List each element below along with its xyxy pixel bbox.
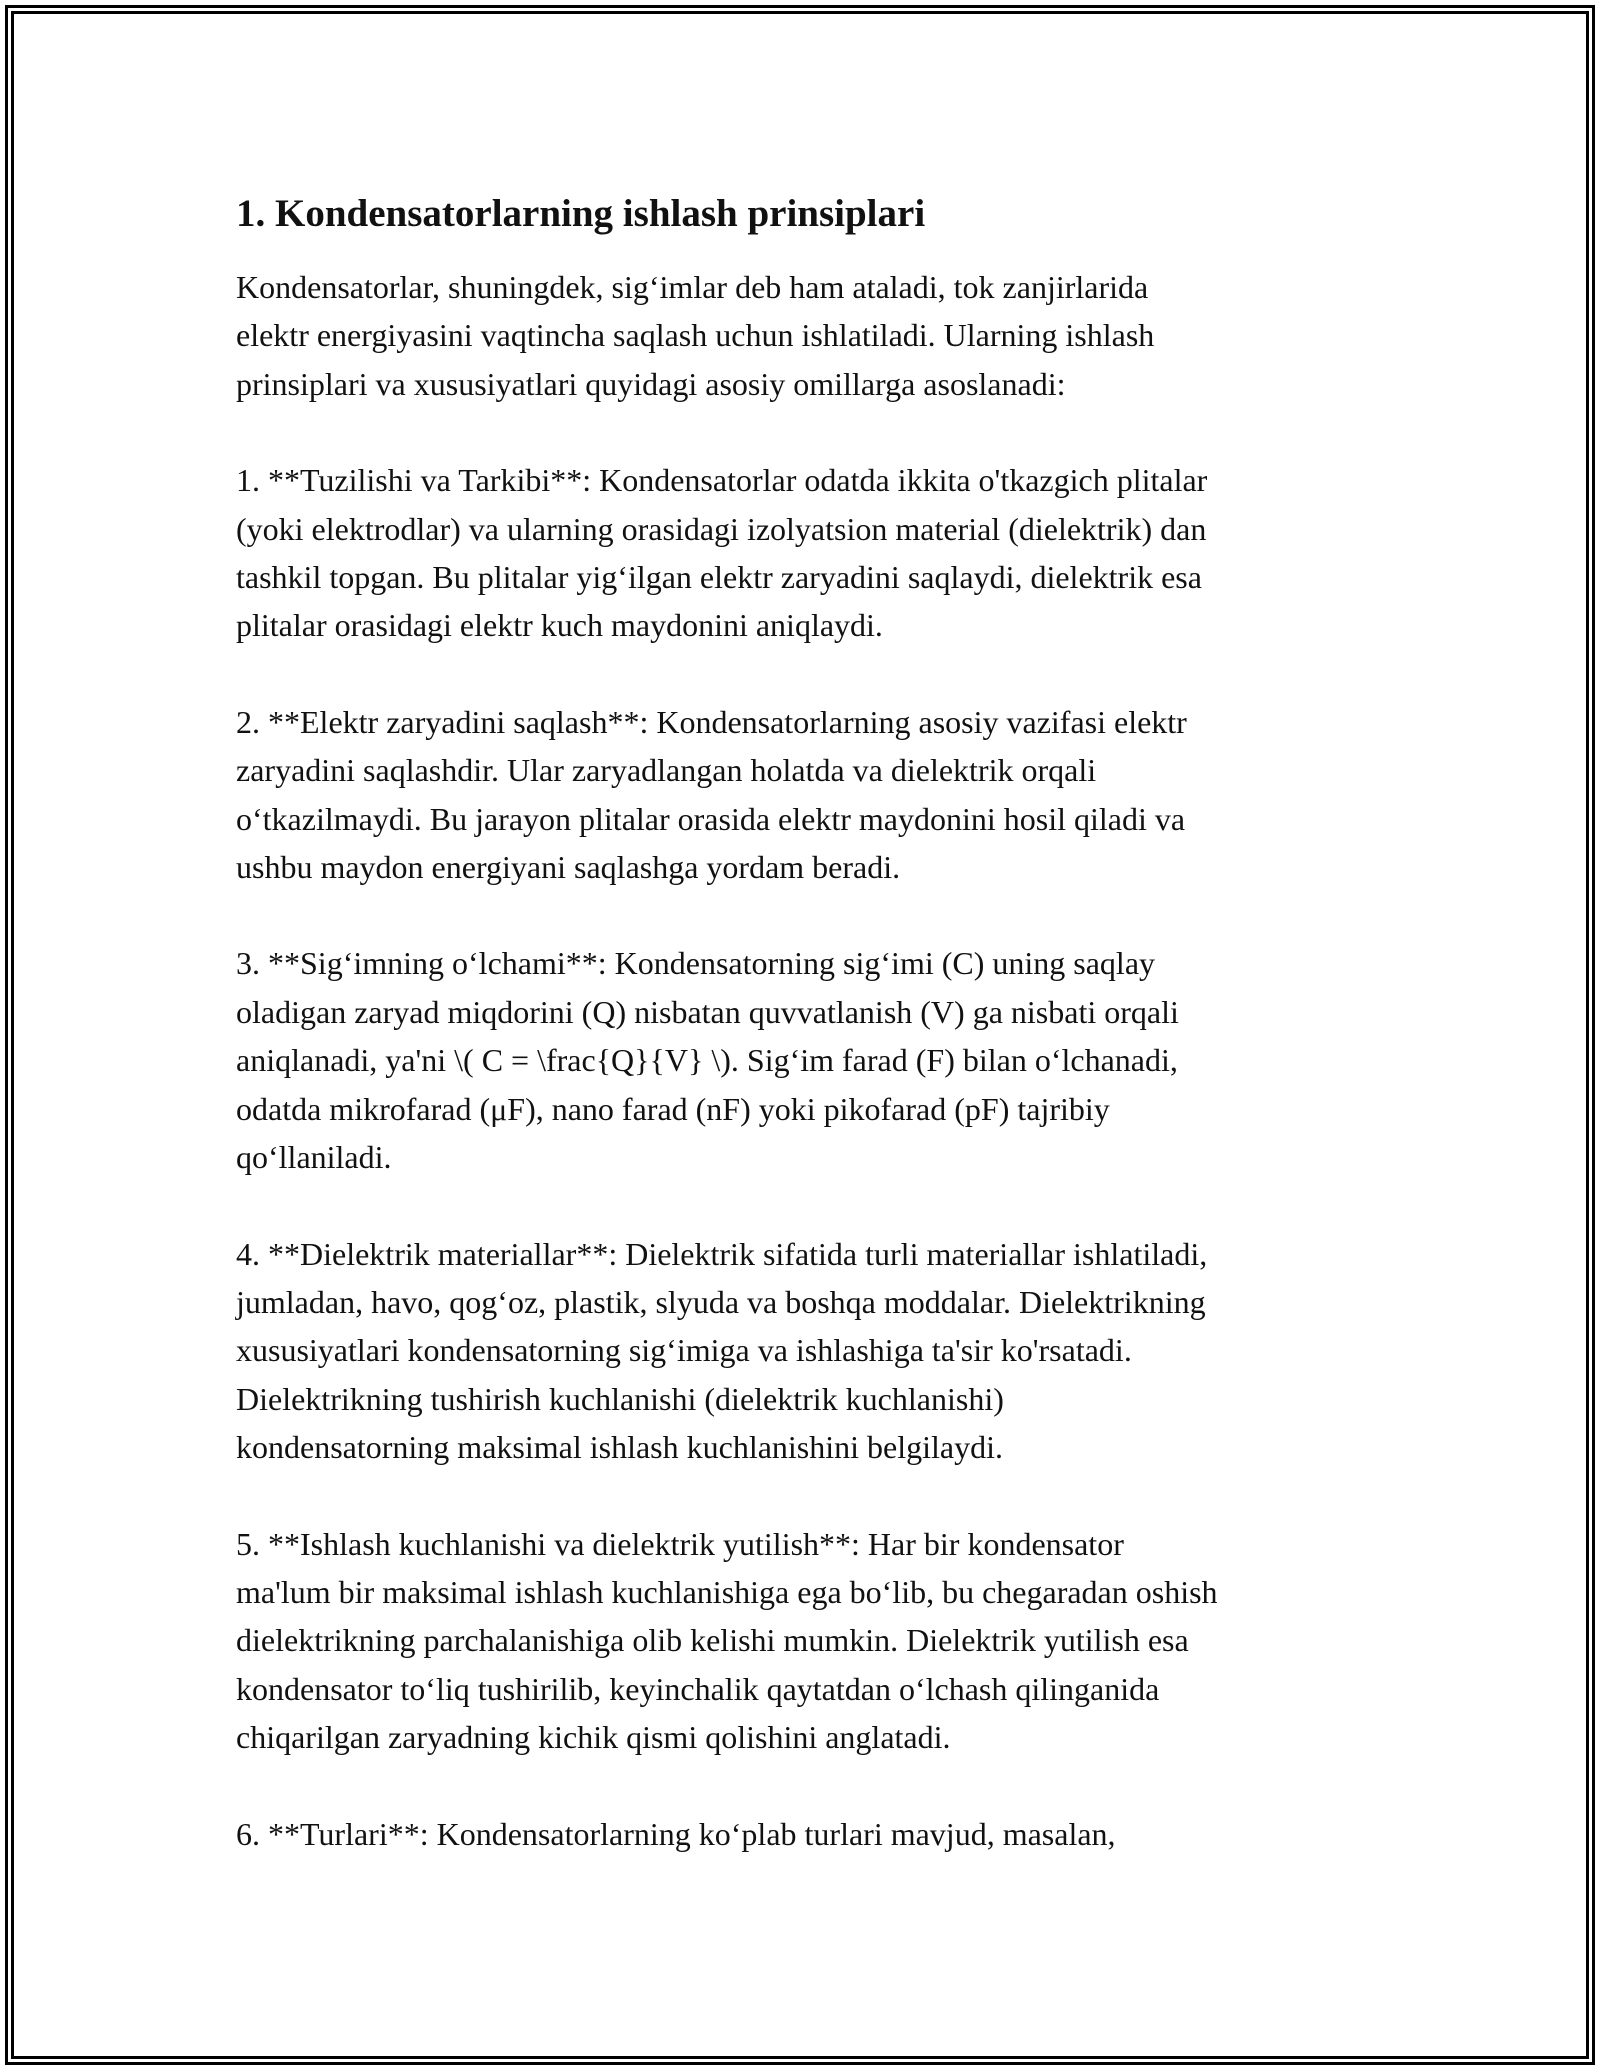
section-heading: 1. Kondensatorlarning ishlash prinsiplari xyxy=(236,192,926,235)
list-item-4: 4. **Dielektrik materiallar**: Dielektrik sifatida turli materiallar ishlatiladi, jumladan, havo, qog‘oz, plastik, slyuda va boshqa moddalar. Dielektrikning xususiyatlari kondensatorning sig‘imiga va ishlashiga ta'sir ko'rsatadi. Dielektrikning tushirish kuchlanishi (dielektrik kuchlanishi) kondensatorning maksimal ishlash kuchlanishini belgilaydi. xyxy=(236,1235,1208,1466)
list-item-1: 1. **Tuzilishi va Tarkibi**: Kondensatorlar odatda ikkita o'tkazgich plitalar (yoki elektrodlar) va ularning orasidagi izolyatsion material (dielektrik) dan tashkil topgan. Bu plitalar yig‘ilgan elektr zaryadini saqlaydi, dielektrik esa plitalar orasidagi elektr kuch maydonini aniqlaydi. xyxy=(236,462,1208,644)
intro-paragraph: Kondensatorlar, shuningdek, sig‘imlar deb ham ataladi, tok zanjirlarida elektr energiyasini vaqtincha saqlash uchun ishlatiladi. Ularning ishlash prinsiplari va xususiyatlari quyidagi asosiy omillarga asoslanadi: xyxy=(236,269,1155,402)
list-item-6: 6. **Turlari**: Kondensatorlarning ko‘plab turlari mavjud, masalan, xyxy=(236,1815,1116,1852)
list-item-5: 5. **Ishlash kuchlanishi va dielektrik yutilish**: Har bir kondensator ma'lum bir maksimal ishlash kuchlanishiga ega bo‘lib, bu chegaradan oshish dielektrikning parchalanishiga olib kelishi mumkin. Dielektrik yutilish esa kondensator to‘liq tushirilib, keyinchalik qaytatdan o‘lchash qilinganida chiqarilgan zaryadning kichik qismi qolishini anglatadi. xyxy=(236,1525,1218,1756)
list-item-2: 2. **Elektr zaryadini saqlash**: Kondensatorlarning asosiy vazifasi elektr zaryadini saqlashdir. Ular zaryadlangan holatda va dielektrik orqali o‘tkazilmaydi. Bu jarayon plitalar orasida elektr maydonini hosil qiladi va ushbu maydon energiyani saqlashga yordam beradi. xyxy=(236,703,1187,886)
list-item-3: 3. **Sig‘imning o‘lchami**: Kondensatorning sig‘imi (C) uning saqlay oladigan zaryad miqdorini (Q) nisbatan quvvatlanish (V) ga nisbati orqali aniqlanadi, ya'ni \( C = \frac{Q}{V} \). Sig‘im farad (F) bilan o‘lchanadi, odatda mikrofarad (μF), nano farad (nF) yoki pikofarad (pF) tajribiy qo‘llaniladi. xyxy=(236,945,1179,1176)
document-body xyxy=(236,190,1376,1906)
